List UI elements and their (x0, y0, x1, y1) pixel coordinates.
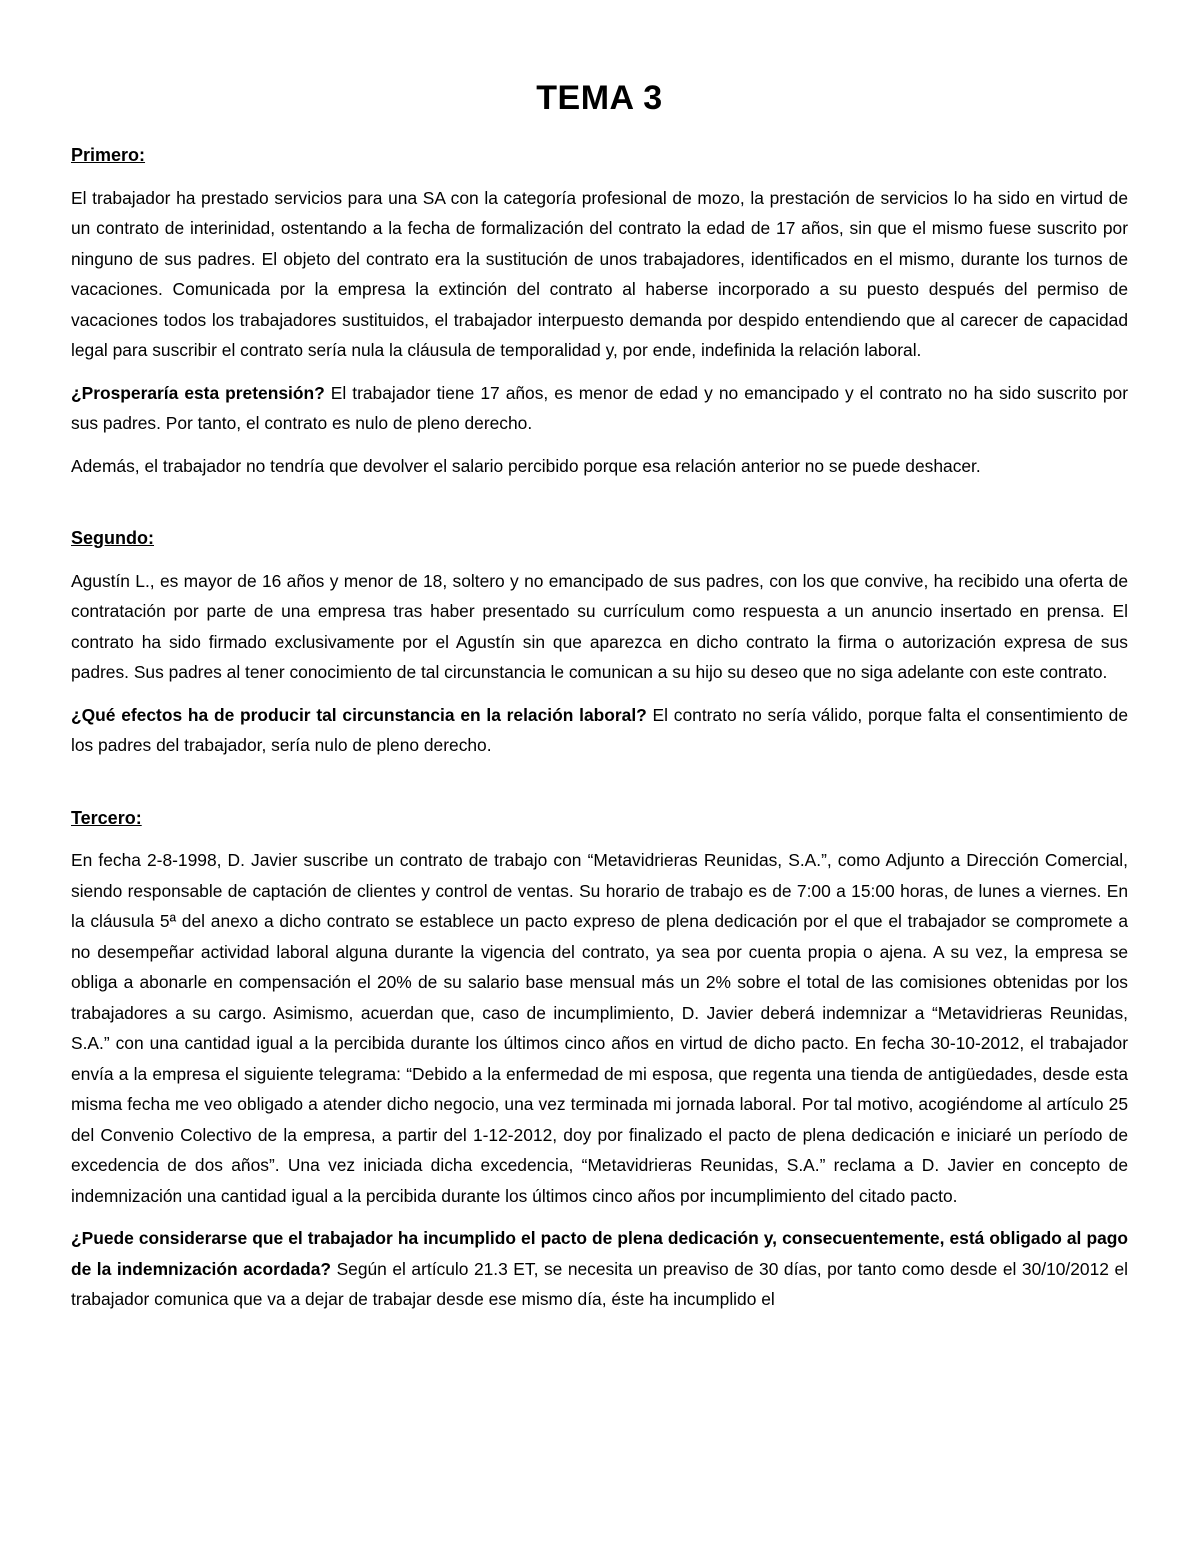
answer-text: Según el artículo 21.3 ET, se necesita un preaviso de 30 días, por tanto como desde el 30/10/2012 el trabajador comunica que va a dejar de trabajar desde ese mismo día, éste ha incumplido el (71, 1258, 1128, 1309)
paragraph (71, 183, 1128, 366)
section-segundo (71, 523, 1128, 761)
section-heading: Segundo: (71, 528, 154, 548)
answer-text: El contrato no sería válido, porque falta el consentimiento de los padres del trabajador, sería nulo de pleno derecho. (71, 704, 1128, 755)
question-text: ¿Prosperaría esta pretensión? (71, 382, 325, 403)
question-text: ¿Puede considerarse que el trabajador ha incumplido el pacto de plena dedicación y, consecuentemente, está obligado al pago de la indemnización acordada? (71, 1228, 1128, 1279)
paragraph-text: En fecha 2-8-1998, D. Javier suscribe un contrato de trabajo con “Metavidrieras Reunidas, S.A.”, como Adjunto a Dirección Comercial, siendo responsable de captación de clientes y control de ventas. Su horario de trabajo es de 7:00 a 15:00 horas, de lunes a viernes. En la cláusula 5ª del anexo a dicho contrato se establece un pacto expreso de plena dedicación por el que el trabajador se compromete a no desempeñar actividad laboral alguna durante la vigencia del contrato, ya sea por cuenta propia o ajena. A su vez, la empresa se obliga a abonarle en compensación el 20% de su salario base mensual más un 2% sobre el total de las comisiones obtenidas por los trabajadores a su cargo. Asimismo, acuerdan que, caso de incumplimiento, D. Javier deberá indemnizar a “Metavidrieras Reunidas, S.A.” con una cantidad igual a la percibida durante los últimos cinco años en virtud de dicho pacto. En fecha 30-10-2012, el trabajador envía a la empresa el siguiente telegrama: “Debido a la enfermedad de mi esposa, que regenta una tienda de antigüedades, desde esta misma fecha me veo obligado a atender dicho negocio, una vez terminada mi jornada laboral. Por tal motivo, acogiéndome al artículo 25 del Convenio Colectivo de la empresa, a partir del 1-12-2012, doy por finalizado el pacto de plena dedicación e iniciaré un período de excedencia de dos años”. Una vez iniciada dicha excedencia, “Metavidrieras Reunidas, S.A.” reclama a D. Javier en concepto de indemnización una cantidad igual a la percibida durante los últimos cinco años por incumplimiento del citado pacto. (71, 850, 1128, 1206)
paragraph-text: Además, el trabajador no tendría que devolver el salario percibido porque esa relación anterior no se puede deshacer. (71, 455, 981, 476)
paragraph (71, 1223, 1128, 1315)
paragraph-text: El trabajador ha prestado servicios para una SA con la categoría profesional de mozo, la prestación de servicios lo ha sido en virtud de un contrato de interinidad, ostentando a la fecha de formalización del contrato la edad de 17 años, sin que el mismo fuese suscrito por ninguno de sus padres. El objeto del contrato era la sustitución de unos trabajadores, identificados en el mismo, durante los turnos de vacaciones. Comunicada por la empresa la extinción del contrato al haberse incorporado a su puesto después del permiso de vacaciones todos los trabajadores sustituidos, el trabajador interpuesto demanda por despido entendiendo que al carecer de capacidad legal para suscribir el contrato sería nula la cláusula de temporalidad y, por ende, indefinida la relación laboral. (71, 187, 1128, 360)
section-tercero (71, 803, 1128, 1315)
section-heading: Primero: (71, 145, 146, 165)
section-heading: Tercero: (71, 807, 142, 828)
document-page (71, 78, 1128, 1327)
section-primero (71, 140, 1128, 481)
paragraph (71, 451, 1128, 482)
paragraph-text: Agustín L., es mayor de 16 años y menor de 18, soltero y no emancipado de sus padres, con los que convive, ha recibido una oferta de contratación por parte de una empresa tras haber presentado su currículum como respuesta a un anuncio insertado en prensa. El contrato ha sido firmado exclusivamente por el Agustín sin que aparezca en dicho contrato la firma o autorización expresa de sus padres. Sus padres al tener conocimiento de tal circunstancia le comunican a su hijo su deseo que no siga adelante con este contrato. (71, 570, 1128, 682)
paragraph (71, 378, 1128, 439)
document-title: TEMA 3 (536, 79, 663, 117)
answer-text: El trabajador tiene 17 años, es menor de edad y no emancipado y el contrato no ha sido suscrito por sus padres. Por tanto, el contrato es nulo de pleno derecho. (71, 382, 1128, 433)
paragraph (71, 845, 1128, 1211)
paragraph (71, 566, 1128, 688)
paragraph (71, 700, 1128, 761)
question-text: ¿Qué efectos ha de producir tal circunstancia en la relación laboral? (71, 704, 647, 725)
